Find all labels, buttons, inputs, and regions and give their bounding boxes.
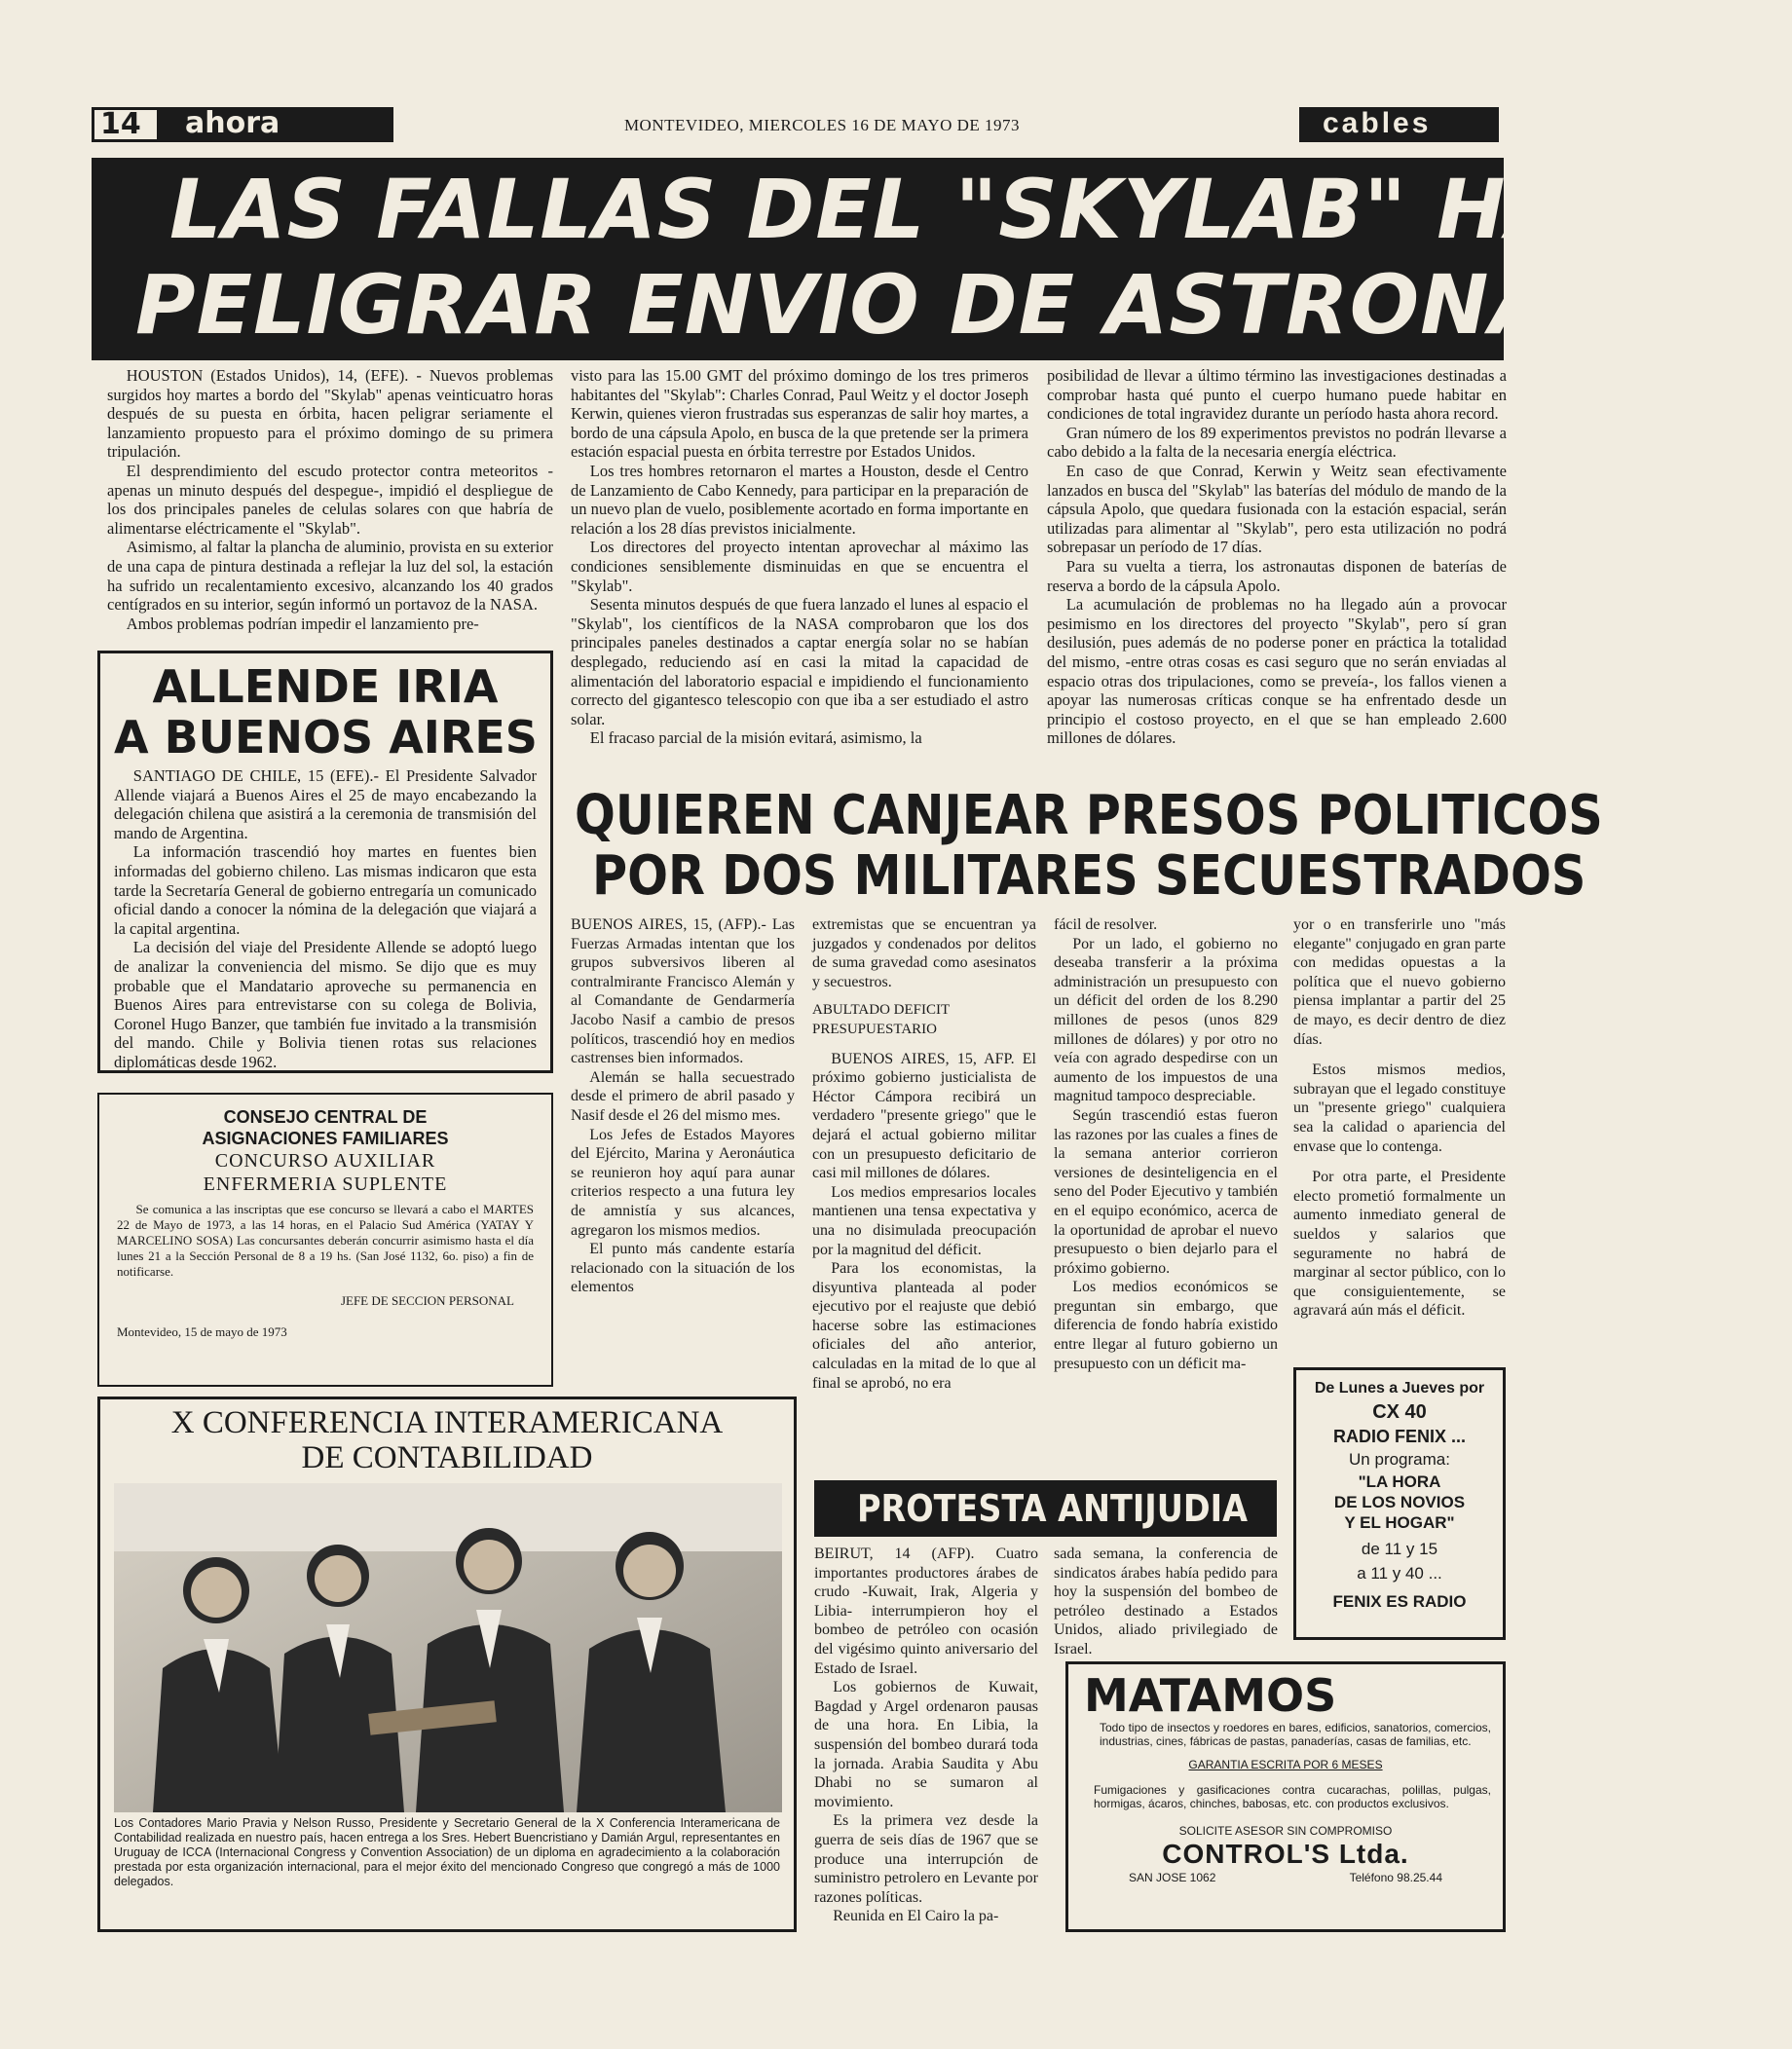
deficit-subhead-1: ABULTADO DEFICIT xyxy=(812,1002,951,1019)
allende-article-box xyxy=(97,651,553,1073)
presos-c3-p3: Según trascendió estas fueron las razones por las cuales a fines de la semana anterior corrieron versiones de desinteligencia en el seno del Poder Ejecutivo y también en el equipo económico, acerca de la oportunidad de aprobar el nuevo presupuesto o bien dejarlo para el próximo gobierno. xyxy=(1054,1106,1278,1277)
paper-name-box xyxy=(160,107,393,142)
paper-name: ahora xyxy=(185,106,280,140)
skylab-c3-p3: En caso de que Conrad, Kerwin y Weitz sean efectivamente lanzados en busca del "Skylab" las baterías del módulo de mando de la cápsula Apolo, que quedara fusionada con la estación espacial, serán utilizadas para alimentar al "Skylab", pero esta utilización no podrá sobrepasar un período de 17 días. xyxy=(1047,461,1507,557)
matamos-address: SAN JOSE 1062 xyxy=(1129,1871,1216,1884)
skylab-c1-p2: El desprendimiento del escudo protector contra meteoritos -apenas un minuto después del despegue-, impidió el despliegue de los dos principales paneles de celulas solares con que habría de alimentarse eléctricamente el "Skylab". xyxy=(107,461,553,538)
matamos-text-1: Todo tipo de insectos y roedores en bares, edificios, sanatorios, comercios, industrias, cines, fábricas de pastas, panaderías, casas de familias, etc. xyxy=(1100,1721,1491,1748)
radio-line-8: de 11 y 15 xyxy=(1361,1540,1438,1558)
presos-c2-p1: extremistas que se encuentran ya juzgados y condenados por delitos de suma gravedad como asesinatos y secuestros. xyxy=(812,916,1036,990)
skylab-c1-p4: Ambos problemas podrían impedir el lanzamiento pre- xyxy=(126,614,479,633)
presos-headline-line-1: QUIEREN CANJEAR PRESOS POLITICOS xyxy=(575,784,1603,847)
presos-headline-line-2: POR DOS MILITARES SECUESTRADOS xyxy=(592,844,1587,908)
presos-c1-p1: BUENOS AIRES, 15, (AFP).- Las Fuerzas Armadas intentan que los grupos subversivos liberen al contralmirante Francisco Alemán y al Comandante de Gendarmería Jacobo Nasif a cambio de presos políticos, trascendió hoy en medios castrenses bien informados. xyxy=(571,916,795,1067)
protesta-c1-p1: BEIRUT, 14 (AFP). Cuatro importantes productores árabes de crudo -Kuwait, Irak, Algeria y Libia- interrumpieron hoy el bombeo de petróleo con ocasión del vigésimo quinto aniversario del Estado de Israel. xyxy=(814,1546,1038,1677)
skylab-c2-p3: Los directores del proyecto intentan aprovechar al máximo las condiciones sensiblemente disminuidas en que se encuentra el "Skylab". xyxy=(571,538,1028,595)
page-number-box xyxy=(92,107,160,142)
consejo-date: Montevideo, 15 de mayo de 1973 xyxy=(117,1324,287,1339)
presos-c2-p2: BUENOS AIRES, 15, AFP. El próximo gobierno justicialista de Héctor Cámpora recibirá un verdadero "presente griego" que le dejará el actual gobierno militar con un presupuesto deficitario de casi mil millones de dólares. xyxy=(812,1050,1036,1182)
radio-line-2: CX 40 xyxy=(1372,1401,1427,1423)
conferencia-photo xyxy=(114,1483,782,1812)
consejo-title-1: CONSEJO CENTRAL DE xyxy=(223,1107,428,1127)
conferencia-caption: Los Contadores Mario Pravia y Nelson Russo, Presidente y Secretario General de la X Conferencia Interamericana de Contabilidad realizada en nuestro país, hacen entrega a los Sres. Hebert Buencristiano y Damián Argul, representantes en Uruguay de ICCA (Internacional Congress y Convention Association) de un diploma en agradecimiento a la colaboración prestada por esta organización internacional, para el mejor éxito del mencionado Congreso que congregó a más de 1000 delegados. xyxy=(114,1816,780,1888)
allende-headline-line-1: ALLENDE IRIA xyxy=(152,660,499,713)
radio-line-3: RADIO FENIX ... xyxy=(1332,1427,1466,1446)
matamos-title: MATAMOS xyxy=(1084,1669,1337,1722)
radio-line-7: Y EL HOGAR" xyxy=(1344,1513,1455,1532)
radio-fenix-ad xyxy=(1293,1367,1506,1640)
skylab-column-2 xyxy=(571,366,1028,775)
presos-c3-p1: fácil de resolver. xyxy=(1054,916,1158,933)
consejo-notice-box xyxy=(97,1093,553,1387)
conferencia-title-2: DE CONTABILIDAD xyxy=(301,1440,593,1475)
presos-c4-p3: Por otra parte, el Presidente electo prometió formalmente un aumento inmediato general de sueldos y salarios que seguramente no habrá de marginar al sector público, con lo que consiguientemente, se agravará aún más el déficit. xyxy=(1293,1169,1506,1320)
matamos-guarantee: GARANTIA ESCRITA POR 6 MESES xyxy=(1188,1758,1383,1771)
presos-column-1 xyxy=(571,915,795,1383)
radio-line-1: De Lunes a Jueves por xyxy=(1314,1380,1485,1397)
presos-column-2 xyxy=(812,915,1036,1461)
protesta-column-1 xyxy=(814,1545,1038,2012)
allende-body xyxy=(114,766,537,1071)
skylab-c3-p5: La acumulación de problemas no ha llegado aún a provocar pesimismo en los directores del proyecto "Skylab", pero sí gran desilusión, pues además de no poderse poner en práctica la totalidad del mismo, -entre otras cosas es casi seguro que no serán enviadas al espacio otras dos tripulaciones, como se preveía-, los fallos vienen a apoyar las numerosas críticas conque se ha enfrentado desde un principio el costoso proyecto, en el que se han empleado 2.600 millones de dólares. xyxy=(1047,595,1507,748)
allende-headline-line-2: A BUENOS AIRES xyxy=(114,711,538,764)
conferencia-title-1: X CONFERENCIA INTERAMERICANA xyxy=(170,1405,724,1440)
consejo-subtitle-1: CONCURSO AUXILIAR xyxy=(214,1150,436,1172)
presos-c2-p3: Los medios empresarios locales mantienen una tensa expectativa y una no disimulada preocupación por la magnitud del déficit. xyxy=(812,1183,1036,1258)
skylab-c1-p3: Asimismo, al faltar la plancha de aluminio, provista en su exterior de una capa de pintura destinada a reflejar la luz del sol, la estación ha sufrido un recalentamiento excesivo, alcanzando los 40 grados centígrados en su interior, según informó un portavoz de la NASA. xyxy=(107,538,553,615)
presos-c2-p4: Para los economistas, la disyuntiva planteada al poder ejecutivo por el reajuste que debió hacerse sobre las estimaciones oficiales del año anterior, calculadas en la mitad de lo que al final se aprobó, no era xyxy=(812,1260,1036,1392)
skylab-headline-banner xyxy=(92,158,1792,360)
radio-line-9: a 11 y 40 ... xyxy=(1357,1564,1442,1583)
presos-c3-p4: Los medios económicos se preguntan sin embargo, que diferencia de fondo habría existido entre llegar al futuro gobierno un presupuesto con un déficit ma- xyxy=(1054,1279,1278,1372)
radio-line-4: Un programa: xyxy=(1349,1450,1450,1469)
matamos-phone: Teléfono 98.25.44 xyxy=(1349,1871,1442,1884)
matamos-text-2: Fumigaciones y gasificaciones contra cucarachas, polillas, pulgas, hormigas, ácaros, chinches, babosas, etc. con productos exclusivos. xyxy=(1094,1783,1491,1810)
protesta-c1-p4: Reunida en El Cairo la pa- xyxy=(833,1908,999,1925)
conferencia-box xyxy=(97,1397,797,1932)
skylab-c2-p5: El fracaso parcial de la misión evitará, asimismo, la xyxy=(589,728,922,748)
skylab-c3-p4: Para su vuelta a tierra, los astronautas disponen de baterías de reserva a bordo de la cápsula Apolo. xyxy=(1047,556,1507,595)
consejo-signature: JEFE DE SECCION PERSONAL xyxy=(340,1293,514,1308)
presos-c1-p2: Alemán se halla secuestrado desde el primero de abril pasado y Nasif desde el 26 del mismo mes. xyxy=(571,1068,795,1124)
dateline: MONTEVIDEO, MIERCOLES 16 DE MAYO DE 1973 xyxy=(623,116,1021,134)
skylab-column-3 xyxy=(1047,366,1507,775)
presos-c1-p4: El punto más candente estaría relacionado con la situación de los elementos xyxy=(571,1241,795,1296)
radio-line-10: FENIX ES RADIO xyxy=(1332,1592,1467,1611)
deficit-subhead-2: PRESUPUESTARIO xyxy=(812,1021,937,1037)
presos-column-3 xyxy=(1054,915,1278,1461)
protesta-headline-banner xyxy=(814,1480,1277,1537)
allende-p1: SANTIAGO DE CHILE, 15 (EFE).- El Presidente Salvador Allende viajará a Buenos Aires el 25 de mayo encabezando la delegación chilena que asistirá a la ceremonia de transmisión del mando de Argentina. xyxy=(114,766,537,842)
skylab-c3-p2: Gran número de los 89 experimentos previstos no podrán llevarse a cabo debido a la falta de la necesaria energía eléctrica. xyxy=(1047,423,1507,462)
matamos-contact-row xyxy=(1080,1871,1491,1884)
matamos-ad xyxy=(1065,1661,1506,1932)
presos-c4-p2: Estos mismos medios, subrayan que el legado constituye un "presente griego" cualquiera sea la calidad o apariencia del envase que lo contenga. xyxy=(1293,1062,1506,1155)
consejo-title-2: ASIGNACIONES FAMILIARES xyxy=(202,1129,449,1148)
protesta-c2-p1: sada semana, la conferencia de sindicatos árabes había pedido para hoy la suspensión del bombeo de petróleo destinado a Estados Unidos, aliado privilegiado de Israel. xyxy=(1054,1546,1278,1658)
skylab-c1-p1: HOUSTON (Estados Unidos), 14, (EFE). - Nuevos problemas surgidos hoy martes a bordo del "Skylab" apenas veinticuatro horas después de su puesta en órbita, hacen peligrar seriamente el lanzamiento propuesto para el próximo domingo de su primera tripulación. xyxy=(107,366,553,462)
consejo-body: Se comunica a las inscriptas que ese concurso se llevará a cabo el MARTES 22 de Mayo de 1973, a las 14 horas, en el Palacio Sud América (YATAY Y MARCELINO SOSA) Las concursantes deberán concurrir asimismo hasta el día lunes 21 a la Sección Personal de 8 a 19 hs. (San José 1132, 6o. piso) a fin de notificarse. xyxy=(117,1202,534,1279)
skylab-c2-p2: Los tres hombres retornaron el martes a Houston, desde el Centro de Lanzamiento de Cabo Kennedy, para participar en la preparación de un nuevo plan de vuelo, posiblemente acortado en forma importante en relación a los 28 días previstos inicialmente. xyxy=(571,461,1028,538)
protesta-c1-p3: Es la primera vez desde la guerra de seis días de 1967 que se produce una interrupción de suministro petrolero en Levante por razones políticas. xyxy=(814,1812,1038,1906)
presos-c3-p2: Por un lado, el gobierno no deseaba transferir a la próxima administración un presupuesto con un déficit del orden de los 8.290 millones de pesos (unos 829 millones de dólares) y por otro no veía con agrado despedirse con un aumento de los impuestos de una magnitud tampoco despreciable. xyxy=(1054,935,1278,1105)
allende-p3: La decisión del viaje del Presidente Allende se adoptó luego de analizar la conveniencia del mismo. Se dijo que es muy probable que el Mandatario aproveche su permanencia en Buenos Aires para entrevistarse con su colega de Bolivia, Coronel Hugo Banzer, que también fue invitado a la transmisión del mando. Chile y Bolivia tienen rotas sus relaciones diplomáticas desde 1962. xyxy=(114,938,537,1071)
presos-c1-p3: Los Jefes de Estados Mayores del Ejército, Marina y Aeronáutica se reunieron hoy aquí para aunar criterios respecto a una futura ley de amnistía y sus alcances, agregaron los mismos medios. xyxy=(571,1126,795,1239)
skylab-c2-p1: visto para las 15.00 GMT del próximo domingo de los tres primeros habitantes del "Skylab": Charles Conrad, Paul Weitz y el doctor Joseph Kerwin, quienes vieron frustradas sus esperanzas de salir hoy martes, a bordo de una cápsula Apolo, en busca de la que pretende ser la primera estación espacial puesta en órbita terrestre por Estados Unidos. xyxy=(571,366,1028,462)
matamos-advisor: SOLICITE ASESOR SIN COMPROMISO xyxy=(1178,1824,1393,1838)
skylab-c2-p4: Sesenta minutos después de que fuera lanzado el lunes al espacio el "Skylab", los científicos de la NASA comprobaron que los dos principales paneles destinados a captar energía solar no se habían desplegado, reduciendo así en casi la mitad la capacidad de alimentación del laboratorio espacial e impidiendo el funcionamiento correcto del gigantesco telescopio con que iba a ser estudiado el astro solar. xyxy=(571,595,1028,728)
section-label: cables xyxy=(1323,107,1432,139)
radio-line-5: "LA HORA xyxy=(1358,1472,1441,1491)
presos-c4-p1: yor o en transferirle uno "más elegante" conjugado en gran parte con medidas opuestas a la política que el nuevo gobierno piensa implantar a partir del 25 de mayo, es decir dentro de diez días. xyxy=(1293,916,1506,1048)
skylab-column-1 xyxy=(107,366,553,641)
skylab-c3-p1: posibilidad de llevar a último término las investigaciones destinadas a comprobar hasta qué punto el cuerpo humano puede habitar en condiciones de total ingravidez durante un período hasta ahora record. xyxy=(1047,366,1507,424)
page-header xyxy=(92,107,1504,142)
page-number: 14 xyxy=(100,107,141,141)
consejo-subtitle-2: ENFERMERIA SUPLENTE xyxy=(203,1174,448,1195)
matamos-company: CONTROL'S Ltda. xyxy=(1162,1839,1409,1869)
protesta-headline: PROTESTA ANTIJUDIA xyxy=(857,1487,1248,1530)
skylab-headline-line-2: PELIGRAR ENVIO DE ASTRONAUTAS xyxy=(135,257,1792,353)
protesta-column-2 xyxy=(1054,1545,1278,1661)
radio-line-6: DE LOS NOVIOS xyxy=(1333,1493,1466,1511)
section-box xyxy=(1299,107,1499,142)
presos-column-4 xyxy=(1293,915,1506,1363)
allende-p2: La información trascendió hoy martes en fuentes bien informadas del gobierno chileno. Las mismas indicaron que esta tarde la Secretaría General de gobierno entregaría un comunicado oficial dando a conocer la nómina de la delegación que viajará a la capital argentina. xyxy=(114,842,537,938)
skylab-headline-line-1: LAS FALLAS DEL "SKYLAB" HACEN xyxy=(169,162,1756,257)
protesta-c1-p2: Los gobiernos de Kuwait, Bagdad y Argel ordenaron pausas de una hora. En Libia, la suspensión del bombeo durará toda la jornada. Arabia Saudita y Abu Dhabi no se sumaron al movimiento. xyxy=(814,1679,1038,1810)
